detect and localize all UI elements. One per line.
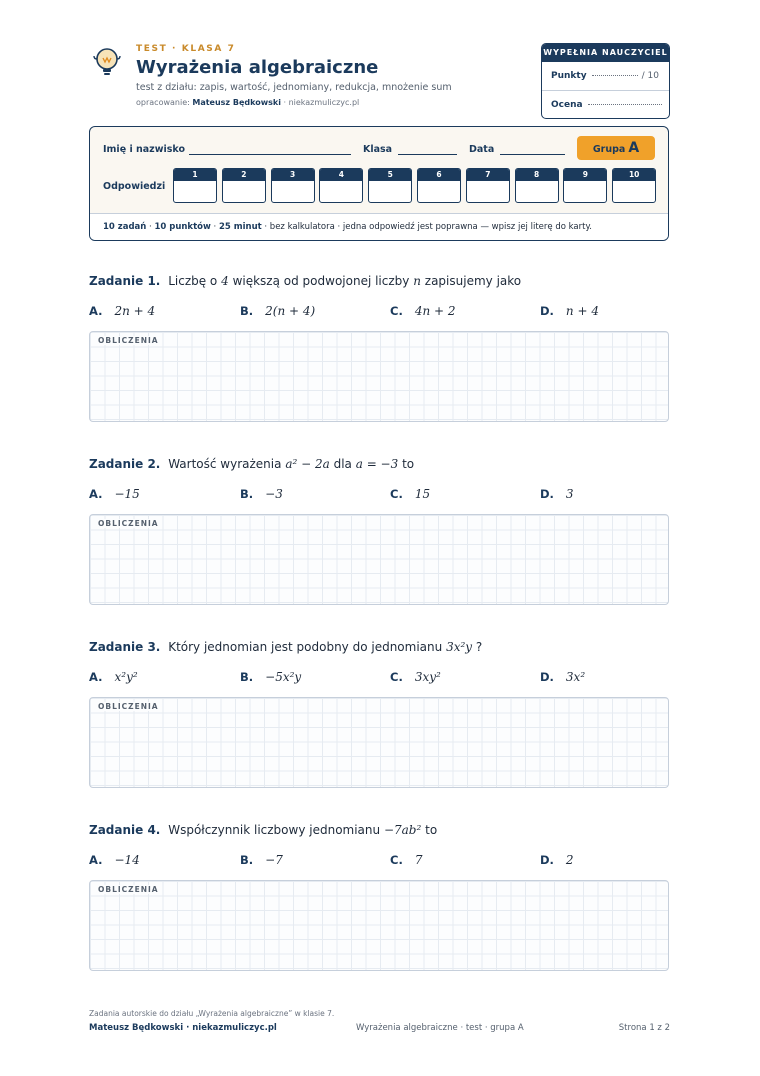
points-row <box>542 62 669 90</box>
option-value: 3x² <box>565 670 586 684</box>
option-letter: C. <box>390 304 403 318</box>
task-text: Liczbę o <box>168 274 218 288</box>
calculation-area[interactable] <box>89 880 669 971</box>
answer-option[interactable] <box>89 304 155 318</box>
answer-cell-number: 4 <box>320 169 362 181</box>
page-title: Wyrażenia algebraiczne <box>136 57 379 78</box>
group-label: Grupa <box>592 144 626 155</box>
answers-label: Odpowiedzi <box>103 181 166 192</box>
task-text: Współczynnik liczbowy jednomianu <box>168 823 381 837</box>
answer-cell[interactable] <box>271 168 315 203</box>
option-letter: A. <box>89 487 103 501</box>
date-label: Data <box>469 144 495 155</box>
answer-option[interactable] <box>240 853 283 867</box>
answer-option[interactable] <box>390 670 441 684</box>
class-field[interactable] <box>398 154 457 155</box>
points-suffix: / 10 <box>641 71 659 81</box>
task-text: dla <box>333 457 352 471</box>
answer-option[interactable] <box>89 853 140 867</box>
info-rest: · bez kalkulatora · jedna odpowiedź jest poprawna — wpisz jej literę do karty. <box>264 222 592 232</box>
task-text: ? <box>475 640 483 654</box>
grade-field[interactable] <box>588 104 662 105</box>
option-letter: B. <box>240 853 254 867</box>
calculation-area[interactable] <box>89 331 669 422</box>
task-text: to <box>402 457 415 471</box>
task-math: 3x²y <box>446 640 473 654</box>
answer-cell-number: 8 <box>516 169 558 181</box>
option-value: 3 <box>565 487 574 501</box>
answer-option[interactable] <box>240 487 283 501</box>
grade-row <box>542 90 669 118</box>
answer-cell[interactable] <box>368 168 412 203</box>
option-letter: B. <box>240 487 254 501</box>
option-letter: D. <box>540 304 554 318</box>
option-letter: D. <box>540 670 554 684</box>
answer-option[interactable] <box>240 670 301 684</box>
option-value: −14 <box>114 853 140 867</box>
answer-cell-number: 10 <box>613 169 655 181</box>
student-box <box>89 126 669 241</box>
answer-cell-number: 7 <box>467 169 509 181</box>
task-label: Zadanie 2. <box>89 457 161 471</box>
class-label: Klasa <box>363 144 393 155</box>
author-site: · niekazmuliczyc.pl <box>283 98 360 107</box>
task-math: 4 <box>221 274 229 288</box>
option-value: 2 <box>565 853 574 867</box>
option-letter: A. <box>89 304 103 318</box>
answer-option[interactable] <box>390 304 456 318</box>
calculation-label: OBLICZENIA <box>98 885 159 894</box>
option-letter: C. <box>390 670 403 684</box>
answer-cell-number: 3 <box>272 169 314 181</box>
points-field[interactable] <box>592 75 638 76</box>
footer-note: Zadania autorskie do działu „Wyrażenia algebraiczne” w klasie 7. <box>89 1009 335 1018</box>
option-letter: A. <box>89 853 103 867</box>
task-label: Zadanie 4. <box>89 823 161 837</box>
calculation-label: OBLICZENIA <box>98 702 159 711</box>
task-question <box>89 640 482 654</box>
task-question <box>89 274 521 288</box>
option-value: 2(n + 4) <box>265 304 316 318</box>
option-value: 2n + 4 <box>114 304 156 318</box>
option-letter: D. <box>540 487 554 501</box>
option-letter: B. <box>240 304 254 318</box>
answer-cell-number: 6 <box>418 169 460 181</box>
task-math: −7ab² <box>383 823 422 837</box>
answer-option[interactable] <box>540 487 574 501</box>
task-text: to <box>425 823 438 837</box>
task-math: n <box>413 274 421 288</box>
footer-author: Mateusz Będkowski · niekazmuliczyc.pl <box>89 1023 277 1033</box>
option-value: −3 <box>265 487 283 501</box>
option-value: x²y² <box>114 670 138 684</box>
answer-option[interactable] <box>89 487 140 501</box>
option-value: 7 <box>414 853 423 867</box>
author-name: Mateusz Będkowski <box>192 98 281 107</box>
group-letter: A <box>628 140 640 156</box>
lightbulb-logo-icon <box>90 44 124 78</box>
task-label: Zadanie 1. <box>89 274 161 288</box>
answer-option[interactable] <box>89 670 138 684</box>
teacher-box-title: WYPEŁNIA NAUCZYCIEL <box>542 44 669 62</box>
author-prefix: opracowanie: <box>136 98 190 107</box>
task-math: a² − 2a <box>285 457 330 471</box>
answer-cell[interactable] <box>612 168 656 203</box>
option-value: 4n + 2 <box>414 304 456 318</box>
option-value: 3xy² <box>414 670 441 684</box>
task-question <box>89 823 437 837</box>
answer-option[interactable] <box>540 670 585 684</box>
option-letter: D. <box>540 853 554 867</box>
option-letter: C. <box>390 853 403 867</box>
answer-option[interactable] <box>540 304 599 318</box>
grade-label: Ocena <box>551 100 583 110</box>
name-field[interactable] <box>189 154 351 155</box>
calculation-label: OBLICZENIA <box>98 336 159 345</box>
page-subtitle: test z działu: zapis, wartość, jednomiany, redukcja, mnożenie sum <box>136 82 452 93</box>
option-value: 15 <box>414 487 431 501</box>
answer-option[interactable] <box>390 853 422 867</box>
answer-cell[interactable] <box>563 168 607 203</box>
option-value: −7 <box>265 853 283 867</box>
task-text: Wartość wyrażenia <box>168 457 282 471</box>
option-letter: C. <box>390 487 403 501</box>
answer-cell-number: 2 <box>223 169 265 181</box>
answer-option[interactable] <box>240 304 315 318</box>
teacher-box <box>541 43 670 119</box>
answer-cell-number: 5 <box>369 169 411 181</box>
calculation-area[interactable] <box>89 514 669 605</box>
date-field[interactable] <box>500 154 565 155</box>
info-points: 10 punktów <box>154 222 211 232</box>
task-math: a = −3 <box>355 457 399 471</box>
task-question <box>89 457 414 471</box>
footer-center: Wyrażenia algebraiczne · test · grupa A <box>356 1023 524 1033</box>
option-letter: A. <box>89 670 103 684</box>
calculation-label: OBLICZENIA <box>98 519 159 528</box>
option-letter: B. <box>240 670 254 684</box>
answer-option[interactable] <box>540 853 574 867</box>
calculation-area[interactable] <box>89 697 669 788</box>
option-value: −15 <box>114 487 140 501</box>
info-tasks: 10 zadań <box>103 222 147 232</box>
header-kicker: TEST · KLASA 7 <box>136 44 236 54</box>
answer-cell[interactable] <box>319 168 363 203</box>
answer-cell[interactable] <box>515 168 559 203</box>
answer-cell[interactable] <box>222 168 266 203</box>
task-text: większą od podwojonej liczby <box>232 274 410 288</box>
answer-cell-number: 9 <box>564 169 606 181</box>
answer-option[interactable] <box>390 487 430 501</box>
info-time: 25 minut <box>218 222 262 232</box>
author-line <box>136 98 359 107</box>
group-badge <box>577 136 655 160</box>
test-info: 10 zadań · 10 punktów · 25 minut · bez kalkulatora · jedna odpowiedź jest poprawna — wpisz jej literę do karty. <box>90 213 668 241</box>
task-label: Zadanie 3. <box>89 640 161 654</box>
answer-cell[interactable] <box>466 168 510 203</box>
task-text: zapisujemy jako <box>424 274 522 288</box>
option-value: n + 4 <box>565 304 599 318</box>
name-label: Imię i nazwisko <box>103 144 185 155</box>
task-text: Który jednomian jest podobny do jednomianu <box>168 640 443 654</box>
answer-cell-number: 1 <box>174 169 216 181</box>
page-number: Strona 1 z 2 <box>618 1023 670 1033</box>
answer-cell[interactable] <box>417 168 461 203</box>
option-value: −5x²y <box>265 670 302 684</box>
answer-cell[interactable] <box>173 168 217 203</box>
points-label: Punkty <box>551 71 587 81</box>
